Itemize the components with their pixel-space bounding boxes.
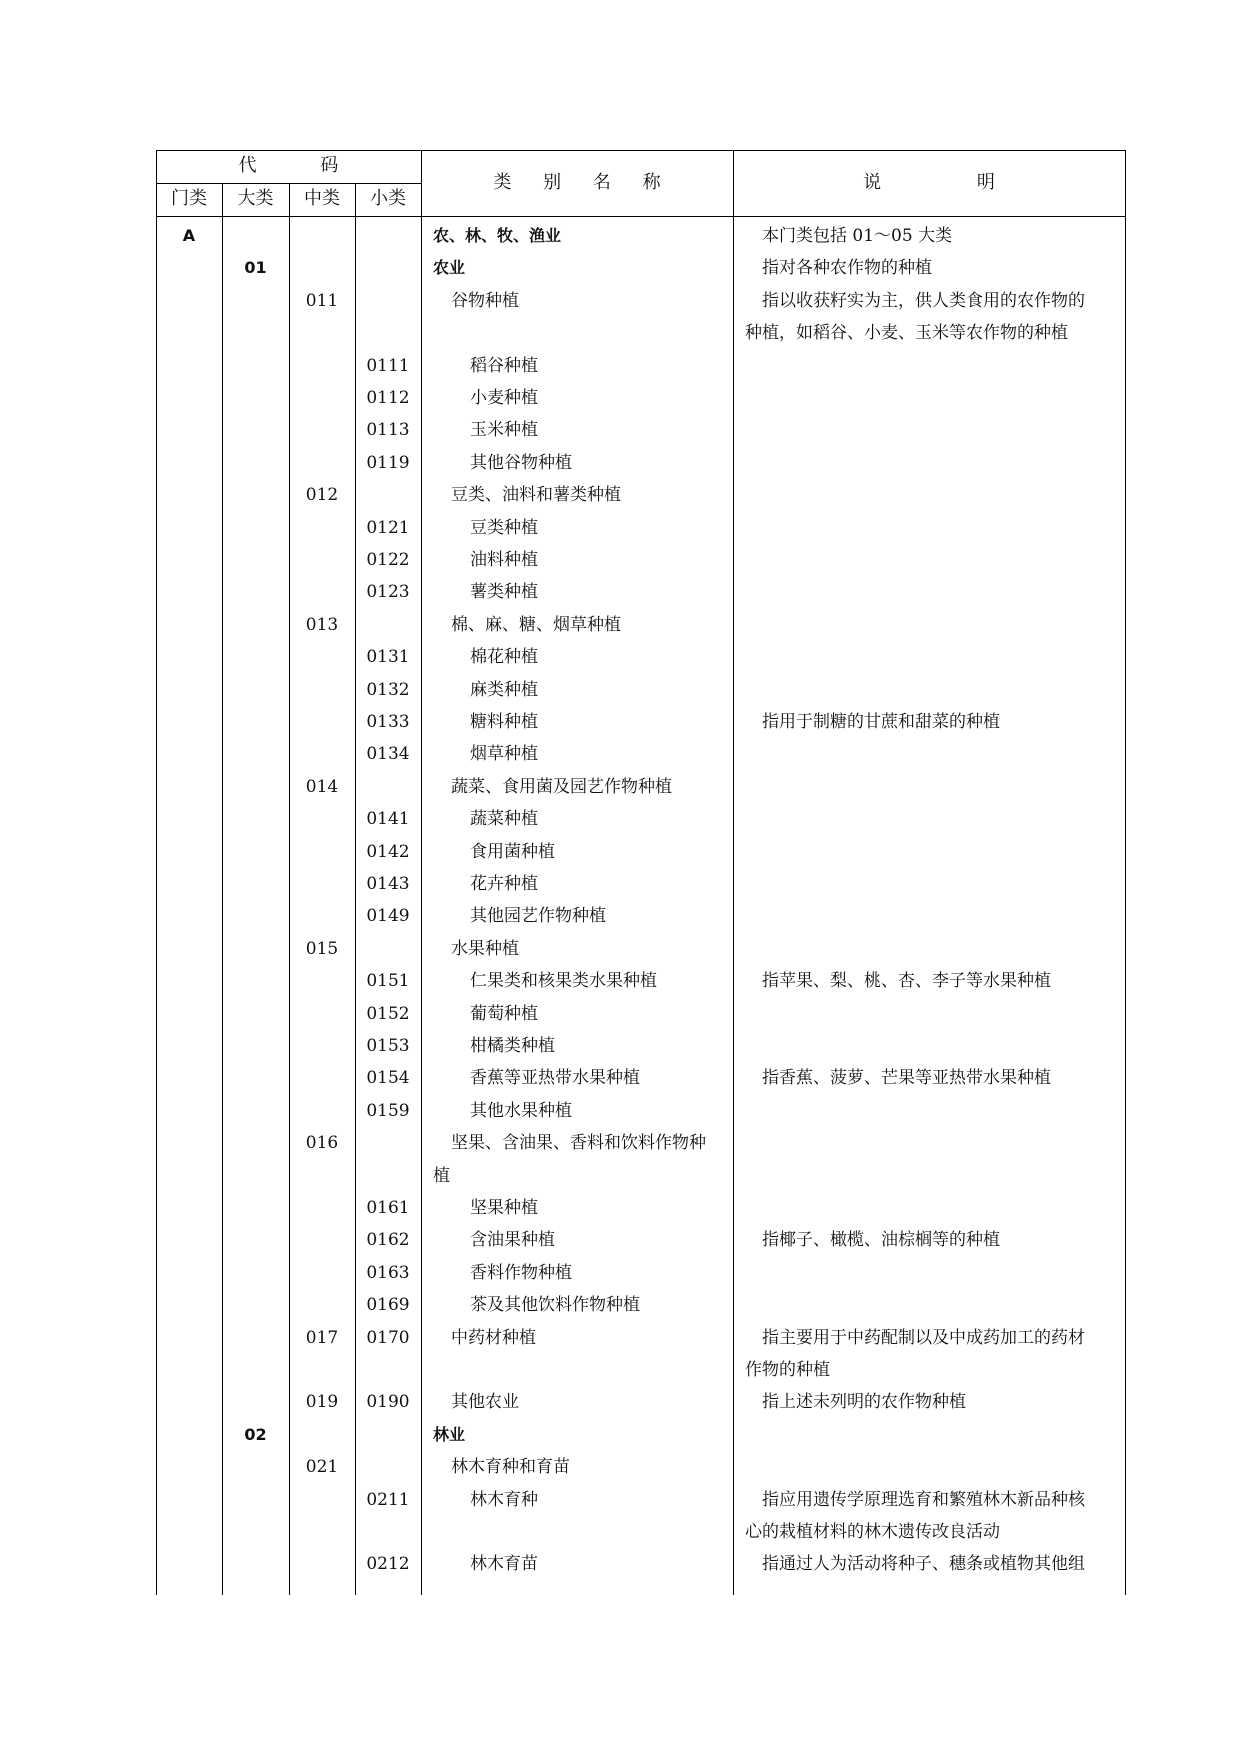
xiaolei-code: 0131 (366, 647, 410, 668)
category-name: 仁果类和核果类水果种植 (470, 971, 657, 992)
category-name: 麻类种植 (470, 679, 538, 700)
category-name: 其他农业 (451, 1392, 519, 1413)
xiaolei-code: 0119 (366, 452, 410, 473)
dalei-code: 02 (244, 1424, 267, 1444)
classification-table (156, 150, 1126, 1595)
header-code-group: 代 码 (238, 155, 339, 176)
dalei-code: 01 (244, 258, 267, 278)
category-name: 农业 (433, 258, 466, 278)
category-name: 农、林、牧、渔业 (433, 226, 562, 245)
category-name: 豆类、油料和薯类种植 (451, 485, 621, 506)
category-name: 谷物种植 (451, 290, 519, 311)
category-name: 其他水果种植 (470, 1100, 572, 1121)
category-name: 香料作物种植 (470, 1262, 572, 1283)
xiaolei-code: 0154 (366, 1068, 410, 1089)
header-bottom-border (156, 216, 1126, 217)
xiaolei-code: 0190 (366, 1392, 410, 1413)
category-name: 葡萄种植 (470, 1003, 538, 1024)
zhonglei-code: 019 (305, 1392, 339, 1413)
category-description: 指椰子、橄榄、油棕榈等的种植 (762, 1230, 1000, 1251)
header-xiaolei: 小类 (370, 188, 406, 209)
col-divider-desc (733, 150, 734, 1595)
xiaolei-code: 0161 (366, 1198, 410, 1218)
xiaolei-code: 0142 (366, 841, 410, 862)
zhonglei-code: 021 (305, 1457, 339, 1478)
header-menlei: 门类 (171, 188, 207, 209)
category-description: 指以收获籽实为主，供人类食用的农作物的 (762, 290, 1085, 311)
category-name: 蔬菜种植 (470, 809, 538, 830)
xiaolei-code: 0151 (366, 971, 410, 992)
category-name: 含油果种植 (470, 1230, 555, 1251)
category-name-continued: 植 (433, 1165, 450, 1186)
xiaolei-code: 0163 (366, 1262, 410, 1283)
xiaolei-code: 0212 (366, 1554, 410, 1575)
zhonglei-code: 016 (305, 1133, 339, 1154)
xiaolei-code: 0134 (366, 744, 410, 765)
category-name: 薯类种植 (470, 582, 538, 603)
category-name: 油料种植 (470, 550, 538, 570)
xiaolei-code: 0112 (366, 388, 410, 408)
category-name: 蔬菜、食用菌及园艺作物种植 (451, 776, 672, 797)
category-name: 小麦种植 (470, 388, 538, 408)
category-name: 其他园艺作物种植 (470, 906, 606, 927)
zhonglei-code: 011 (305, 290, 339, 311)
category-name: 花卉种植 (470, 874, 538, 894)
category-name: 水果种植 (451, 938, 519, 959)
category-name: 中药材种植 (451, 1327, 536, 1348)
xiaolei-code: 0121 (366, 517, 410, 538)
xiaolei-code: 0153 (366, 1036, 410, 1056)
xiaolei-code: 0170 (366, 1327, 410, 1348)
category-name: 林木育种和育苗 (451, 1457, 570, 1478)
xiaolei-code: 0152 (366, 1003, 410, 1024)
table-top-border (156, 150, 1126, 151)
header-description: 说 明 (863, 172, 995, 193)
category-description: 指上述未列明的农作物种植 (762, 1392, 966, 1413)
xiaolei-code: 0113 (366, 420, 410, 441)
category-description-continued: 心的栽植材料的林木遗传改良活动 (745, 1522, 1000, 1542)
xiaolei-code: 0141 (366, 809, 410, 830)
table-right-border (1125, 150, 1126, 1595)
category-name: 豆类种植 (470, 517, 538, 538)
xiaolei-code: 0211 (366, 1489, 410, 1510)
category-description-continued: 种植，如稻谷、小麦、玉米等农作物的种植 (745, 323, 1068, 344)
category-description: 指苹果、梨、桃、杏、李子等水果种植 (762, 971, 1051, 992)
category-description: 指香蕉、菠萝、芒果等亚热带水果种植 (762, 1068, 1051, 1089)
category-name: 茶及其他饮料作物种植 (470, 1295, 640, 1316)
col-divider-name (421, 150, 422, 1595)
xiaolei-code: 0169 (366, 1295, 410, 1316)
category-name: 坚果种植 (470, 1198, 538, 1218)
zhonglei-code: 012 (305, 485, 339, 506)
xiaolei-code: 0132 (366, 679, 410, 700)
category-description: 指用于制糖的甘蔗和甜菜的种植 (762, 712, 1000, 732)
category-name: 稻谷种植 (470, 355, 538, 376)
header-category-name: 类 别 名 称 (493, 172, 661, 193)
zhonglei-code: 013 (305, 614, 339, 635)
category-name: 棉、麻、糖、烟草种植 (451, 614, 621, 635)
xiaolei-code: 0123 (366, 582, 410, 603)
category-description: 指应用遗传学原理选育和繁殖林木新品种核 (762, 1489, 1085, 1510)
zhonglei-code: 017 (305, 1327, 339, 1348)
category-name: 食用菌种植 (470, 841, 555, 862)
xiaolei-code: 0162 (366, 1230, 410, 1251)
category-name: 其他谷物种植 (470, 452, 572, 473)
category-description: 指通过人为活动将种子、穗条或植物其他组 (762, 1554, 1085, 1575)
category-description: 指对各种农作物的种植 (762, 258, 932, 279)
header-dalei: 大类 (237, 188, 274, 209)
category-name: 柑橘类种植 (470, 1036, 555, 1056)
zhonglei-code: 015 (305, 938, 339, 959)
category-name: 林木育苗 (470, 1554, 538, 1575)
category-name: 林木育种 (470, 1489, 538, 1510)
col-divider-zhonglei (289, 183, 290, 1595)
category-description-continued: 作物的种植 (745, 1360, 830, 1380)
xiaolei-code: 0149 (366, 906, 410, 927)
header-zhonglei: 中类 (304, 188, 340, 209)
category-description: 本门类包括 01～05 大类 (762, 226, 953, 246)
table-left-border (156, 150, 157, 1595)
category-name: 香蕉等亚热带水果种植 (470, 1068, 640, 1089)
category-name: 玉米种植 (470, 420, 538, 441)
xiaolei-code: 0159 (366, 1100, 410, 1121)
category-name: 林业 (433, 1424, 466, 1444)
category-name: 棉花种植 (470, 647, 538, 668)
xiaolei-code: 0122 (366, 550, 410, 570)
category-name: 糖料种植 (470, 712, 538, 732)
xiaolei-code: 0111 (366, 355, 410, 376)
xiaolei-code: 0143 (366, 874, 410, 894)
category-name: 坚果、含油果、香料和饮料作物种 (451, 1133, 706, 1154)
menlei-code: A (182, 226, 196, 245)
category-name: 烟草种植 (470, 744, 538, 765)
xiaolei-code: 0133 (366, 712, 410, 732)
category-description: 指主要用于中药配制以及中成药加工的药材 (762, 1327, 1085, 1348)
col-divider-dalei (222, 183, 223, 1595)
zhonglei-code: 014 (305, 776, 339, 797)
